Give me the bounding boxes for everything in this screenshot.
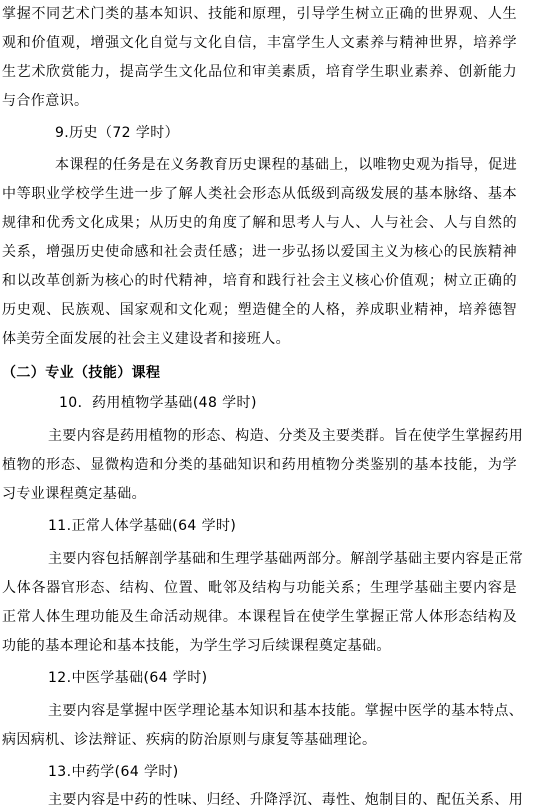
paragraph-line: 植物的形态、显微构造和分类的基础知识和药用植物分类鉴别的基本技能，为学 [2,457,517,473]
paragraph-line: 功能的基本理论和基本技能，为学生学习后续课程奠定基础。 [2,638,391,654]
paragraph-line: 病因病机、诊法辩证、疾病的防治原则与康复等基础理论。 [2,732,377,748]
paragraph-line: 主要内容是中药的性味、归经、升降浮沉、毒性、炮制目的、配伍关系、用 [48,792,524,808]
paragraph-line: 与合作意识。 [2,93,89,109]
course-title: 12.中医学基础(64 学时) [48,670,208,686]
paragraph-line: 规律和优秀文化成果；从历史的角度了解和思考人与人、人与社会、人与自然的 [2,215,517,231]
paragraph-line: 习专业课程奠定基础。 [2,486,146,502]
paragraph-line: 掌握不同艺术门类的基本知识、技能和原理，引导学生树立正确的世界观、人生 [2,6,517,22]
paragraph-line: 主要内容是掌握中医学理论基本知识和基本技能。掌握中医学的基本特点、 [48,703,524,719]
course-title: 10．药用植物学基础(48 学时) [59,395,257,411]
paragraph-line: 关系，增强历史使命感和社会责任感；进一步弘扬以爱国主义为核心的民族精神 [2,244,517,260]
paragraph-line: 观和价值观，增强文化自觉与文化自信，丰富学生人文素养与精神世界，培养学 [2,35,517,51]
section-heading-history: 9.历史（72 学时） [55,125,180,141]
paragraph-line: 和以改革创新为核心的时代精神，培育和践行社会主义核心价值观；树立正确的 [2,273,517,289]
paragraph-line: 生艺术欣赏能力，提高学生文化品位和审美素质，培育学生职业素养、创新能力 [2,64,517,80]
section-heading-professional: （二）专业（技能）课程 [2,365,161,381]
paragraph-line: 正常人体生理功能及生命活动规律。本课程旨在使学生掌握正常人体形态结构及 [2,609,517,625]
paragraph-line: 主要内容是药用植物的形态、构造、分类及主要类群。旨在使学生掌握药用 [48,428,524,444]
paragraph-line: 中等职业学校学生进一步了解人类社会形态从低级到高级发展的基本脉络、基本 [2,186,517,202]
paragraph-line: 体美劳全面发展的社会主义建设者和接班人。 [2,331,290,347]
paragraph-line: 主要内容包括解剖学基础和生理学基础两部分。解剖学基础主要内容是正常 [48,551,524,567]
paragraph-line: 历史观、民族观、国家观和文化观；塑造健全的人格，养成职业精神，培养德智 [2,302,517,318]
course-title: 13.中药学(64 学时) [48,764,179,780]
course-title: 11.正常人体学基础(64 学时) [48,518,237,534]
paragraph-line: 人体各器官形态、结构、位置、毗邻及结构与功能关系；生理学基础主要内容是 [2,580,517,596]
paragraph-line: 本课程的任务是在义务教育历史课程的基础上，以唯物史观为指导，促进 [55,157,517,173]
